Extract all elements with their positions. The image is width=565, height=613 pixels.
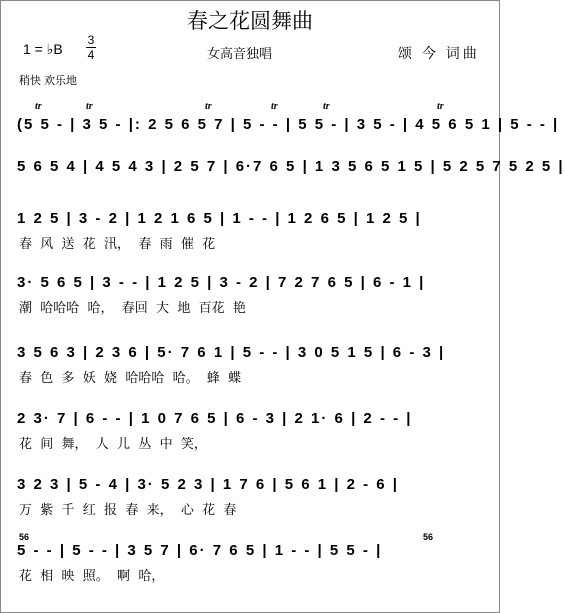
trill-mark: tr (205, 101, 212, 112)
notation-line: 3 5 6 3 | 2 3 6 | 5· 7 6 1 | 5 - - | 3 0 5 1 5 | 6 - 3 | (17, 344, 446, 361)
key-signature: 1 = ♭B (23, 41, 63, 57)
lyrics-line: 春 风 送 花 汛， 春 雨 催 花 (19, 237, 216, 252)
meter-top: 3 (87, 33, 95, 47)
lyrics-line (19, 184, 489, 202)
notation-line: 3· 5 6 5 | 3 - - | 1 2 5 | 3 - 2 | 7 2 7 6 5 | 6 - 1 | (17, 274, 426, 291)
tempo-marking: 稍快 欢乐地 (19, 75, 78, 87)
composer-credit: 颂 今 词曲 (398, 45, 480, 61)
lyrics-line: 春 色 多 妖 娆 哈哈哈 哈。 蜂 蝶 (19, 371, 242, 386)
trill-mark: tr (323, 101, 330, 112)
notation-line: 2 3· 7 | 6 - - | 1 0 7 6 5 | 6 - 3 | 2 1· 6 | 2 - - | (17, 410, 413, 427)
lyrics-line: 花 间 舞， 人 儿 丛 中 笑， (19, 437, 207, 452)
trill-mark: tr (271, 101, 278, 112)
grace-note: 56 (423, 532, 434, 542)
notation-line: 5 - - | 5 - - | 3 5 7 | 6· 7 6 5 | 1 - - | 5 5 - | (17, 542, 383, 559)
meter-bottom: 4 (87, 48, 95, 62)
trill-mark: tr (86, 101, 93, 112)
lyrics-line: 花 相 映 照。 啊 哈， (19, 569, 165, 584)
voice-type: 女高音独唱 (207, 46, 273, 61)
notation-line: 3 2 3 | 5 - 4 | 3· 5 2 3 | 1 7 6 | 5 6 1 | 2 - 6 | (17, 476, 400, 493)
notation-line: 1 2 5 | 3 - 2 | 1 2 1 6 5 | 1 - - | 1 2 6 5 | 1 2 5 | (17, 210, 422, 227)
song-title: 春之花圆舞曲 (187, 10, 313, 33)
lyrics-line: 万 紫 千 红 报 春 来， 心 花 春 (19, 503, 237, 518)
notation-line: (5 5 - | 3 5 - |: 2 5 6 5 7 | 5 - - | 5 5 - | 3 5 - | 4 5 6 5 1 | 5 - - | (17, 116, 560, 133)
time-signature (86, 34, 96, 61)
lyrics-line: 潮 哈哈哈 哈， 春回 大 地 百花 艳 (19, 301, 246, 316)
trill-mark: tr (35, 101, 42, 112)
trill-mark: tr (437, 101, 444, 112)
notation-line: 5 6 5 4 | 4 5 4 3 | 2 5 7 | 6·7 6 5 | 1 3 5 6 5 1 5 | 5 2 5 7 5 2 5 | (17, 158, 565, 175)
grace-note: 56 (19, 532, 30, 542)
